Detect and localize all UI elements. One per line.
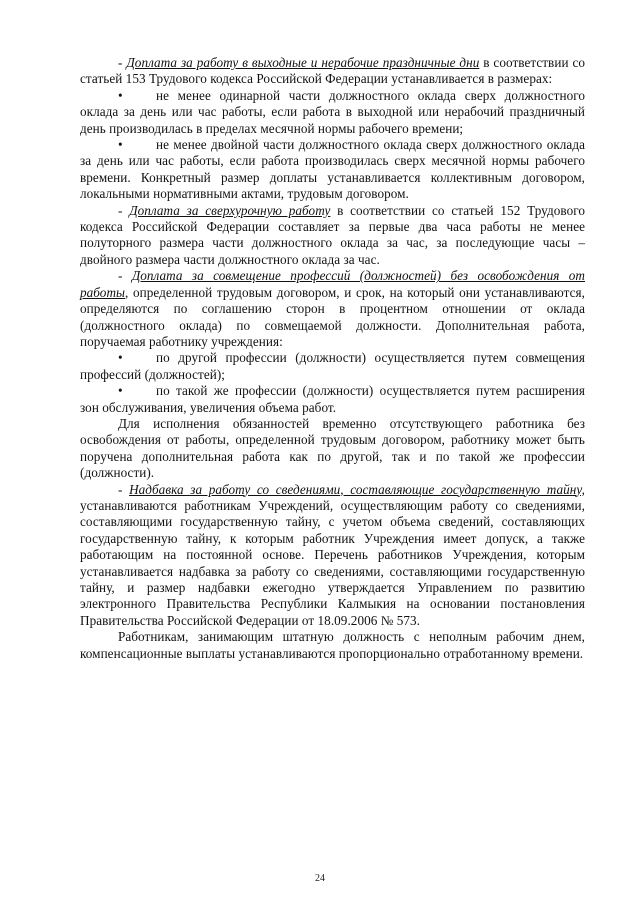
bullet-text: не менее одинарной части должностного оклада сверх должностного оклада за день или час работы, если работа в выходной или нерабочий праздничный день производилась в пределах месячной нормы рабочего времени;	[80, 87, 585, 136]
paragraph-lead: -	[118, 268, 132, 284]
paragraph-weekend-pay	[80, 55, 585, 88]
paragraph-text: в соответствии со статьей 152 Трудового кодекса Российской Федерации составляет за первые два часа работы не менее полуторного размера части должностного оклада за час, за последующие часы – двойного размера части должностного оклада за час.	[80, 202, 585, 267]
paragraph-lead: -	[118, 481, 130, 497]
bullet-item	[80, 383, 585, 416]
paragraph-lead: -	[118, 55, 127, 70]
emphasis-state-secret: Надбавка за работу со сведениями, составляющие государственную тайну,	[129, 481, 585, 497]
bullet-text: по другой профессии (должности) осуществляется путем совмещения профессий (должностей);	[80, 350, 585, 382]
paragraph-text: , определенной трудовым договором, и срок, на который они устанавливаются, определяются по соглашению сторон в процентном отношении от оклада (должностного оклада) по совмещаемой должности. Дополнительная работа, поручаемая работнику учреждения:	[80, 284, 585, 349]
bullet-icon: •	[118, 350, 123, 366]
paragraph-text: устанавливаются работникам Учреждений, осуществляющим работу со сведениями, составляющими государственную тайну, с учетом объема сведений, составляющих государственную тайну, к которым работник Учреждения имеет допуск, а также работающим на постоянной основе. Перечень работников Учреждения, которым устанавливается надбавка за работу со сведениями, составляющими государственную тайну, и размер надбавки ежегодно утверждается Управлением по развитию электронного Правительства Республики Калмыкия на основании постановления Правительства Российской Федерации от 18.09.2006 № 573.	[80, 497, 585, 628]
paragraph-lead: -	[118, 202, 130, 218]
paragraph-text: в соответствии со статьей 153 Трудового кодекса Российской Федерации устанавливается в размерах:	[80, 55, 586, 87]
bullet-icon: •	[118, 137, 123, 153]
bullet-icon: •	[118, 383, 123, 399]
paragraph-part-time: Работникам, занимающим штатную должность с неполным рабочим днем, компенсационные выплаты устанавливаются пропорционально отработанному времени.	[80, 629, 585, 661]
bullet-item	[80, 88, 585, 137]
bullet-text: по такой же профессии (должности) осуществляется путем расширения зон обслуживания, увеличения объема работ.	[80, 383, 585, 415]
bullet-icon: •	[118, 87, 123, 103]
emphasis-weekend-pay: Доплата за работу в выходные и нерабочие праздничные дни	[126, 55, 480, 70]
page-number: 24	[315, 873, 325, 884]
emphasis-overtime-pay: Доплата за сверхурочную работу	[129, 202, 331, 218]
paragraph-temporary-duties: Для исполнения обязанностей временно отсутствующего работника без освобождения от работы, определенной трудовым договором, работнику может быть поручена дополнительная работа как по другой, так и по такой же профессии (должности).	[80, 415, 585, 481]
paragraph-overtime-pay	[80, 203, 585, 269]
bullet-item	[80, 137, 585, 203]
bullet-text: не менее двойной части должностного оклада сверх должностного оклада за день или час работы, если работа производилась сверх месячной нормы рабочего времени. Конкретный размер доплаты устанавливается коллективным договором, локальными нормативными актами, трудовым договором.	[80, 137, 585, 202]
bullet-item	[80, 350, 585, 383]
emphasis-combined-duties: Доплата за совмещение профессий (должностей) без освобождения от работы	[80, 268, 585, 300]
paragraph-combined-duties	[80, 268, 585, 350]
document-page	[80, 55, 585, 662]
paragraph-state-secret	[80, 482, 585, 630]
